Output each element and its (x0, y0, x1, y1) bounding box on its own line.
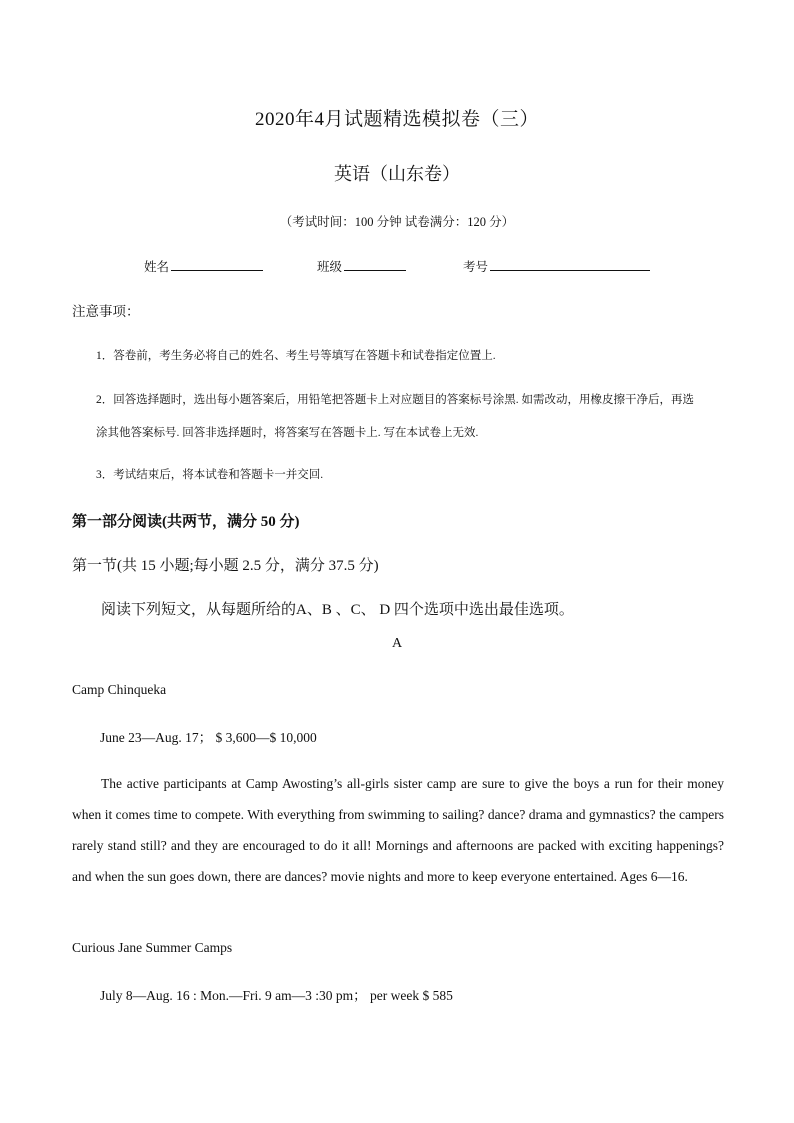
class-label: 班级 (317, 260, 343, 274)
camp-detail: July 8—Aug. 16 : Mon.—Fri. 9 am—3 :30 pm； per week $ 585 (100, 988, 453, 1003)
class-blank[interactable] (344, 257, 406, 271)
instruction: 阅读下列短文，从每题所给的A、B 、C、 D 四个选项中选出最佳选项。 (101, 602, 574, 618)
document-subtitle: 英语（山东卷） (334, 164, 460, 184)
camp-name: Camp Chinqueka (72, 682, 167, 697)
id-blank[interactable] (490, 257, 650, 271)
camp-description: The active participants at Camp Awosting’s all-girls sister camp are sure to give the boys a run for their money when it comes time to compete. With everything from swimming to sailing? dance? drama and gymnastics? the campers rarely stand still? and they are encouraged to do it all! Mornings and afternoons are packed with exciting happenings? and when the sun goes down, there are dances? movie nights and more to keep everyone entertained. Ages 6—16. (72, 776, 724, 884)
camp-name: Curious Jane Summer Camps (72, 940, 233, 955)
name-field (144, 257, 263, 275)
notice-item: 1．答卷前，考生务必将自己的姓名、考生号等填写在答题卡和试卷指定位置上. (96, 350, 496, 362)
id-field (463, 257, 650, 275)
section-heading: 第一节(共 15 小题;每小题 2.5 分，满分 37.5 分) (72, 558, 379, 574)
camp-detail: June 23—Aug. 17； $ 3,600—$ 10,000 (100, 730, 317, 745)
notice-item: 涂其他答案标号. 回答非选择题时，将答案写在答题卡上. 写在本试卷上无效. (96, 427, 479, 439)
name-blank[interactable] (171, 257, 263, 271)
part-heading: 第一部分阅读(共两节，满分 50 分) (72, 514, 300, 530)
passage-letter: A (391, 636, 403, 651)
class-field (317, 257, 406, 275)
document-title: 2020年4月试题精选模拟卷（三） (254, 109, 539, 130)
id-label: 考号 (463, 260, 489, 274)
notice-item: 3．考试结束后，将本试卷和答题卡一并交回. (96, 469, 324, 481)
notice-title: 注意事项： (72, 304, 140, 319)
notice-item: 2．回答选择题时，选出每小题答案后，用铅笔把答题卡上对应题目的答案标号涂黑. 如需改动，用橡皮擦干净后，再选 (96, 394, 694, 406)
exam-info: （考试时间：100 分钟 试卷满分：120 分） (279, 215, 515, 229)
name-label: 姓名 (144, 260, 170, 274)
